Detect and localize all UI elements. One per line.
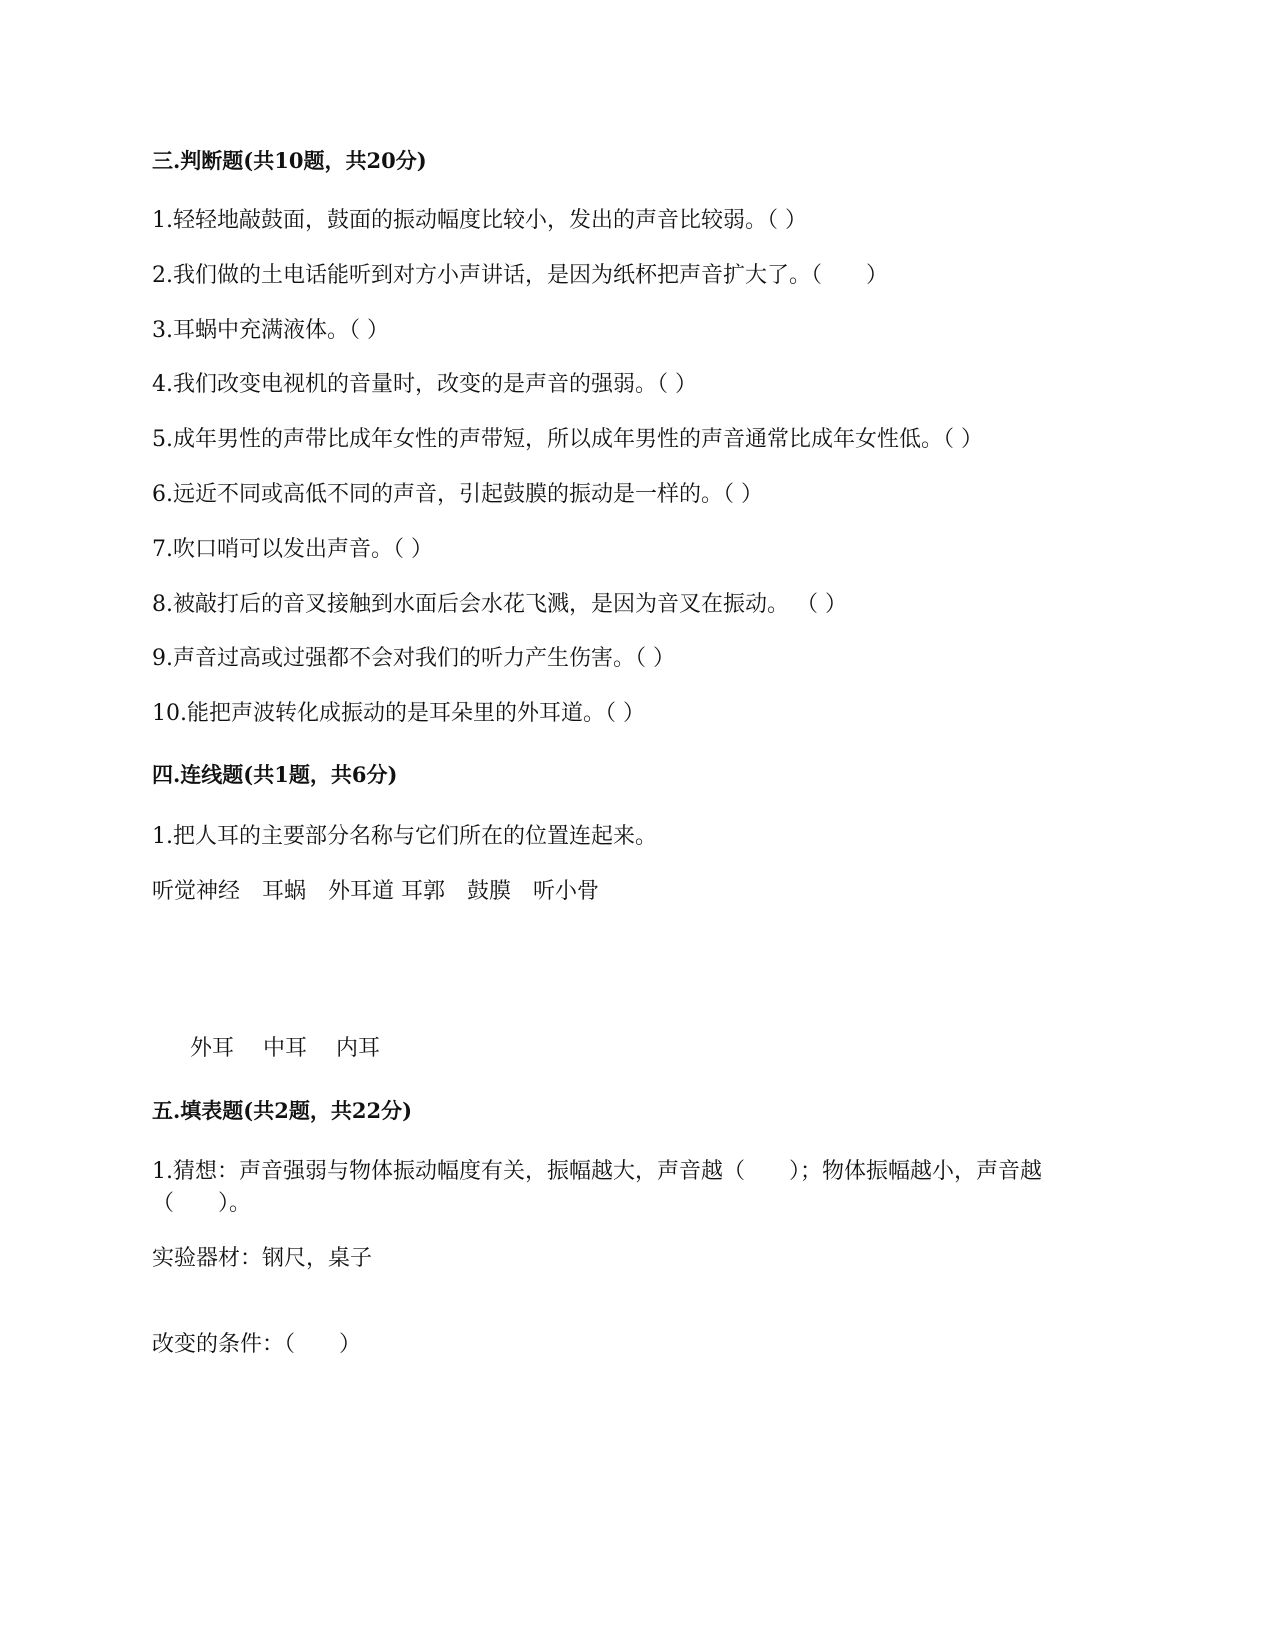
judgement-item-9: 9.声音过高或过强都不会对我们的听力产生伤害。（ ） bbox=[152, 646, 675, 671]
judgement-item-10: 10.能把声波转化成振动的是耳朵里的外耳道。（ ） bbox=[152, 701, 645, 726]
section-4-title: 四.连线题(共1题，共6分) bbox=[152, 762, 398, 787]
matching-question: 1.把人耳的主要部分名称与它们所在的位置连起来。 bbox=[152, 824, 657, 849]
judgement-item-7: 7.吹口哨可以发出声音。（ ） bbox=[152, 537, 433, 562]
judgement-item-1: 1.轻轻地敲鼓面，鼓面的振动幅度比较小，发出的声音比较弱。（ ） bbox=[152, 208, 807, 233]
ear-parts-row: 听觉神经 耳蜗 外耳道 耳郭 鼓膜 听小骨 bbox=[152, 879, 599, 904]
judgement-item-4: 4.我们改变电视机的音量时，改变的是声音的强弱。（ ） bbox=[152, 372, 697, 397]
section-5-title: 五.填表题(共2题，共22分) bbox=[152, 1098, 413, 1123]
judgement-item-5: 5.成年男性的声带比成年女性的声带短，所以成年男性的声音通常比成年女性低。（ ） bbox=[152, 427, 983, 452]
judgement-item-6: 6.远近不同或高低不同的声音，引起鼓膜的振动是一样的。（ ） bbox=[152, 482, 763, 507]
experiment-materials: 实验器材：钢尺，桌子 bbox=[152, 1246, 373, 1271]
judgement-item-3: 3.耳蜗中充满液体。（ ） bbox=[152, 318, 389, 343]
ear-positions-row: 外耳 中耳 内耳 bbox=[190, 1036, 380, 1061]
changed-condition: 改变的条件：（ ） bbox=[152, 1332, 362, 1357]
judgement-item-8: 8.被敲打后的音叉接触到水面后会水花飞溅，是因为音叉在振动。 （ ） bbox=[152, 592, 847, 617]
judgement-item-2: 2.我们做的土电话能听到对方小声讲话，是因为纸杯把声音扩大了。（ ） bbox=[152, 263, 888, 288]
section-3-title: 三.判断题(共10题，共20分) bbox=[152, 148, 427, 173]
hypothesis-question: 1.猜想：声音强弱与物体振动幅度有关，振幅越大，声音越（ ）；物体振幅越小，声音越（ ）。 bbox=[152, 1159, 1042, 1216]
